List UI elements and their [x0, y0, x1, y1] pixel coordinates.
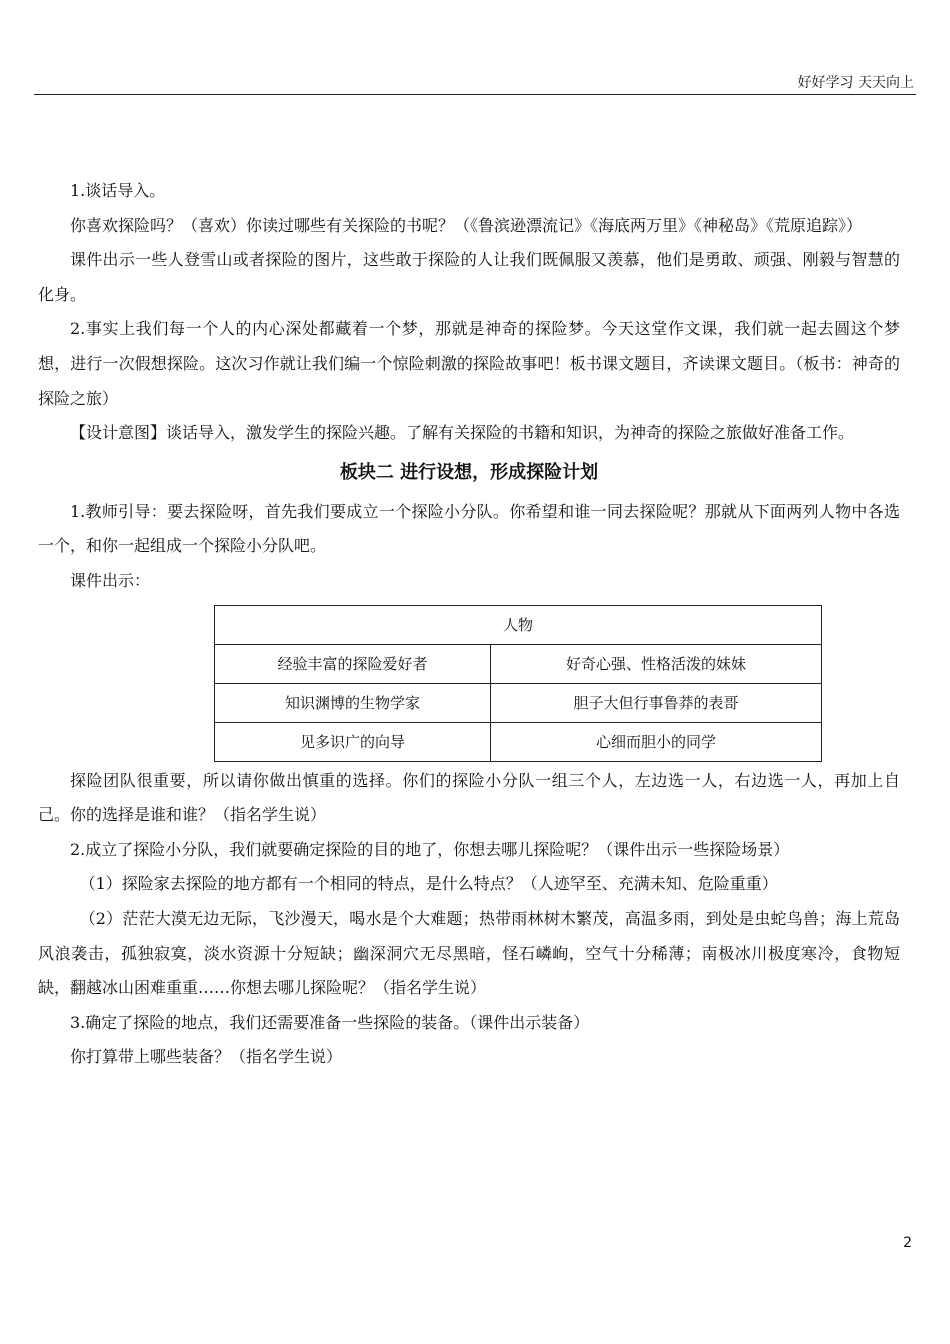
paragraph: 你打算带上哪些装备？（指名学生说） [70, 1047, 343, 1067]
paragraph: 3.确定了探险的地点，我们还需要准备一些探险的装备。（课件出示装备） [70, 1012, 590, 1032]
character-table [214, 605, 822, 762]
paragraph: 1.谈话导入。 [70, 181, 166, 200]
paragraph: 2.成立了探险小分队，我们就要确定探险的目的地了，你想去哪儿探险呢？（课件出示一些探险场景） [70, 839, 790, 859]
header-rule [34, 94, 916, 95]
page-number: 2 [903, 1235, 912, 1251]
table-cell: 胆子大但行事鲁莽的表哥 [491, 683, 822, 722]
paragraph: 课件出示一些人登雪山或者探险的图片，这些敢于探险的人让我们既佩服又羡慕，他们是勇敢、顽强、刚毅与智慧的化身。 [38, 250, 900, 304]
table-cell: 心细而胆小的同学 [491, 722, 822, 761]
table-header-cell: 人物 [215, 605, 822, 644]
table-cell: 经验丰富的探险爱好者 [215, 644, 491, 683]
design-intent-paragraph: 【设计意图】谈话导入，激发学生的探险兴趣。了解有关探险的书籍和知识，为神奇的探险之旅做好准备工作。 [70, 423, 855, 443]
table-row [215, 722, 822, 761]
sub-paragraph: （2）茫茫大漠无边无际，飞沙漫天，喝水是个大难题；热带雨林树木繁茂，高温多雨，到处是虫蛇鸟兽；海上荒岛风浪袭击，孤独寂寞，淡水资源十分短缺；幽深洞穴无尽黑暗，怪石嶙峋，空气十分稀薄；南极冰川极度寒冷，食物短缺，翻越冰山困难重重……你想去哪儿探险呢？（指名学生说） [38, 908, 900, 998]
table-cell: 好奇心强、性格活泼的妹妹 [491, 644, 822, 683]
page-header: 好好学习 天天向上 [797, 75, 914, 91]
table-row [215, 644, 822, 683]
table-cell: 知识渊博的生物学家 [215, 683, 491, 722]
paragraph: 课件出示： [70, 570, 151, 590]
paragraph: 2.事实上我们每一个人的内心深处都藏着一个梦，那就是神奇的探险梦。今天这堂作文课，我们就一起去圆这个梦想，进行一次假想探险。这次习作就让我们编一个惊险刺激的探险故事吧！板书课文题目，齐读课文题目。（板书：神奇的探险之旅） [38, 319, 900, 408]
paragraph: 你喜欢探险吗？（喜欢）你读过哪些有关探险的书呢？（《鲁滨逊漂流记》《海底两万里》《神秘岛》《荒原追踪》） [70, 215, 863, 235]
section-heading: 板块二 进行设想，形成探险计划 [339, 461, 599, 483]
document-body [38, 174, 900, 1075]
paragraph: 1.教师引导：要去探险呀，首先我们要成立一个探险小分队。你希望和谁一同去探险呢？那就从下面两列人物中各选一个，和你一起组成一个探险小分队吧。 [38, 501, 900, 556]
paragraph: 探险团队很重要，所以请你做出慎重的选择。你们的探险小分队一组三个人，左边选一人，右边选一人，再加上自己。你的选择是谁和谁？（指名学生说） [38, 770, 900, 825]
table-cell: 见多识广的向导 [215, 722, 491, 761]
table-row [215, 683, 822, 722]
sub-paragraph: （1）探险家去探险的地方都有一个相同的特点，是什么特点？（人迹罕至、充满未知、危险重重） [79, 874, 778, 894]
table-header-row [215, 605, 822, 644]
